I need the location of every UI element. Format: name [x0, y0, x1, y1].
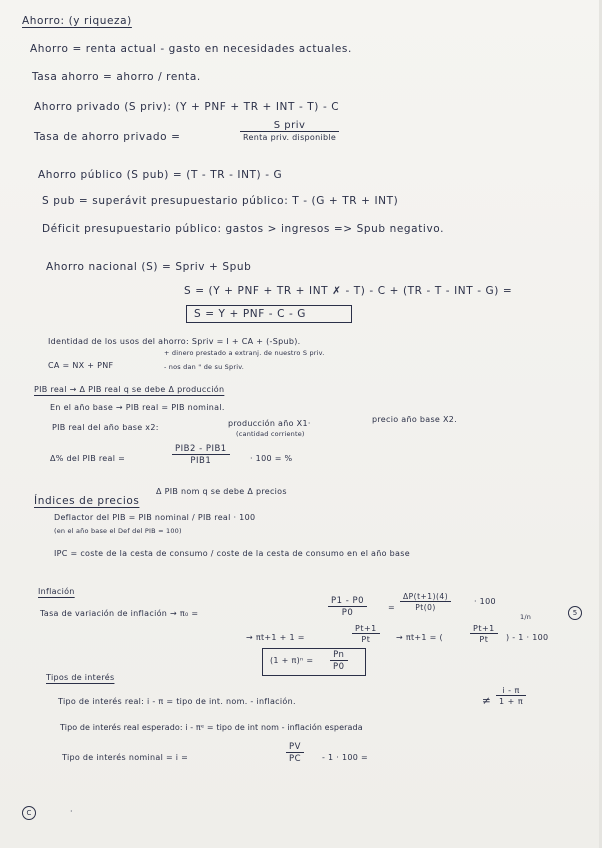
interes-nominal-fraction [286, 742, 304, 764]
ahorro-nacional-expansion: S = (Y + PNF + TR + INT ✗ - T) - C + (TR - T - INT - G) = [184, 285, 513, 297]
pib-real-produccion: producción año X1· [228, 419, 311, 428]
pib-real-prefix: PIB real del año base x2: [52, 423, 159, 432]
circled-marker: 5 [568, 606, 582, 620]
ahorro-privado: Ahorro privado (S priv): (Y + PNF + TR + INT - T) - C [34, 101, 340, 113]
fraction-numerator: Pn [333, 650, 345, 660]
inflacion-box-prefix: (1 + π)ⁿ = [270, 656, 314, 665]
brace-bottom-note: - nos dan " de su Spriv. [164, 363, 245, 371]
delta-pib-prefix: Δ% del PIB real = [50, 454, 126, 463]
inflacion-fraction-4 [470, 624, 498, 644]
delta-pib-fraction [172, 444, 230, 466]
section-title-inflacion: Inflación [38, 587, 75, 596]
inflacion-fraction-2 [400, 592, 451, 612]
tasa-ahorro-privado-fraction [240, 120, 339, 142]
inflacion-line2-prefix: → πt+1 + 1 = [246, 633, 305, 642]
pib-real-cantidad: (cantidad corriente) [236, 430, 305, 438]
delta-pib-suffix: · 100 = % [250, 454, 293, 463]
tipo-interes-nominal-prefix: Tipo de interés nominal = i = [62, 753, 189, 762]
inflacion-line2-mid: → πt+1 = ( [396, 633, 443, 642]
fraction-denominator: Pt [352, 633, 380, 644]
fraction-numerator: P1 - P0 [331, 596, 365, 606]
ahorro-nacional: Ahorro nacional (S) = Spriv + Spub [46, 261, 252, 273]
ahorro-nacional-result: S = Y + PNF - C - G [194, 308, 307, 320]
inflacion-fraction-1 [328, 596, 367, 618]
fraction-numerator: PIB2 - PIB1 [175, 444, 227, 454]
not-equal-sign: ≠ [482, 695, 492, 707]
page-marker: C [22, 806, 36, 820]
equals-sign: = [388, 603, 396, 612]
tipo-interes-real-esperado: Tipo de interés real esperado: i - πᵉ = tipo de int nom - inflación esperada [60, 723, 363, 732]
footer-dot: · [70, 807, 73, 816]
fraction-denominator: PIB1 [172, 454, 230, 466]
exponent-1-n: 1/n [520, 613, 532, 621]
indices-aside: Δ PIB nom q se debe Δ precios [156, 487, 287, 496]
inflacion-fraction-3 [352, 624, 380, 644]
fraction-numerator: Pt+1 [473, 624, 495, 633]
identidad-usos-ahorro: Identidad de los usos del ahorro: Spriv = I + CA + (-Spub). [48, 337, 301, 346]
fraction-numerator: PV [289, 742, 301, 752]
tasa-ahorro: Tasa ahorro = ahorro / renta. [32, 71, 201, 83]
section-title-indices-precios: Índices de precios [34, 495, 140, 507]
fraction-denominator: P0 [328, 606, 367, 618]
fraction-denominator: PC [286, 752, 304, 764]
section-title-ahorro: Ahorro: (y riqueza) [22, 15, 132, 27]
ca-identity: CA = NX + PNF [48, 361, 114, 370]
deficit-publico: Déficit presupuestario público: gastos > ingresos => Spub negativo. [42, 223, 445, 235]
pib-ano-base: En el año base → PIB real = PIB nominal. [50, 403, 225, 412]
fraction-denominator: Renta priv. disponible [240, 131, 339, 142]
ipc-definition: IPC = coste de la cesta de consumo / coste de la cesta de consumo en el año base [54, 549, 410, 558]
tipo-interes-real: Tipo de interés real: i - π = tipo de int. nom. - inflación. [58, 697, 296, 706]
section-title-pib-real: PIB real → Δ PIB real q se debe Δ producción [34, 385, 225, 394]
ahorro-definition: Ahorro = renta actual - gasto en necesidades actuales. [30, 43, 352, 55]
fraction-denominator: 1 + π [496, 695, 526, 706]
fraction-denominator: Pt [470, 633, 498, 644]
fraction-denominator: Pt(0) [400, 601, 451, 612]
spub-superavit: S pub = superávit presupuestario público: T - (G + TR + INT) [42, 195, 399, 207]
inflacion-box-fraction [330, 650, 348, 672]
fraction-numerator: i - π [502, 686, 520, 695]
tasa-inflacion-label: Tasa de variación de inflación → π₀ = [40, 609, 199, 618]
deflactor-note: (en el año base el Def del PIB = 100) [54, 527, 182, 535]
section-title-tipos-interes: Tipos de interés [46, 673, 115, 682]
tipo-interes-nominal-suffix: - 1 · 100 = [322, 753, 368, 762]
ahorro-publico: Ahorro público (S pub) = (T - TR - INT) - G [38, 169, 283, 181]
pib-real-precio: precio año base X2. [372, 415, 458, 424]
fraction-numerator: Pt+1 [355, 624, 377, 633]
brace-top-note: + dinero prestado a extranj. de nuestro S priv. [164, 349, 325, 357]
inflacion-line2-suffix: ) - 1 · 100 [506, 633, 549, 642]
tasa-ahorro-privado-label: Tasa de ahorro privado = [34, 131, 181, 143]
interes-fraction [496, 686, 526, 706]
fraction-numerator: S priv [273, 120, 306, 131]
fraction-denominator: P0 [330, 660, 348, 672]
deflactor-pib: Deflactor del PIB = PIB nominal / PIB real · 100 [54, 513, 256, 522]
inflacion-times-100: · 100 [474, 597, 496, 606]
fraction-numerator: ΔP(t+1)(4) [403, 592, 449, 601]
